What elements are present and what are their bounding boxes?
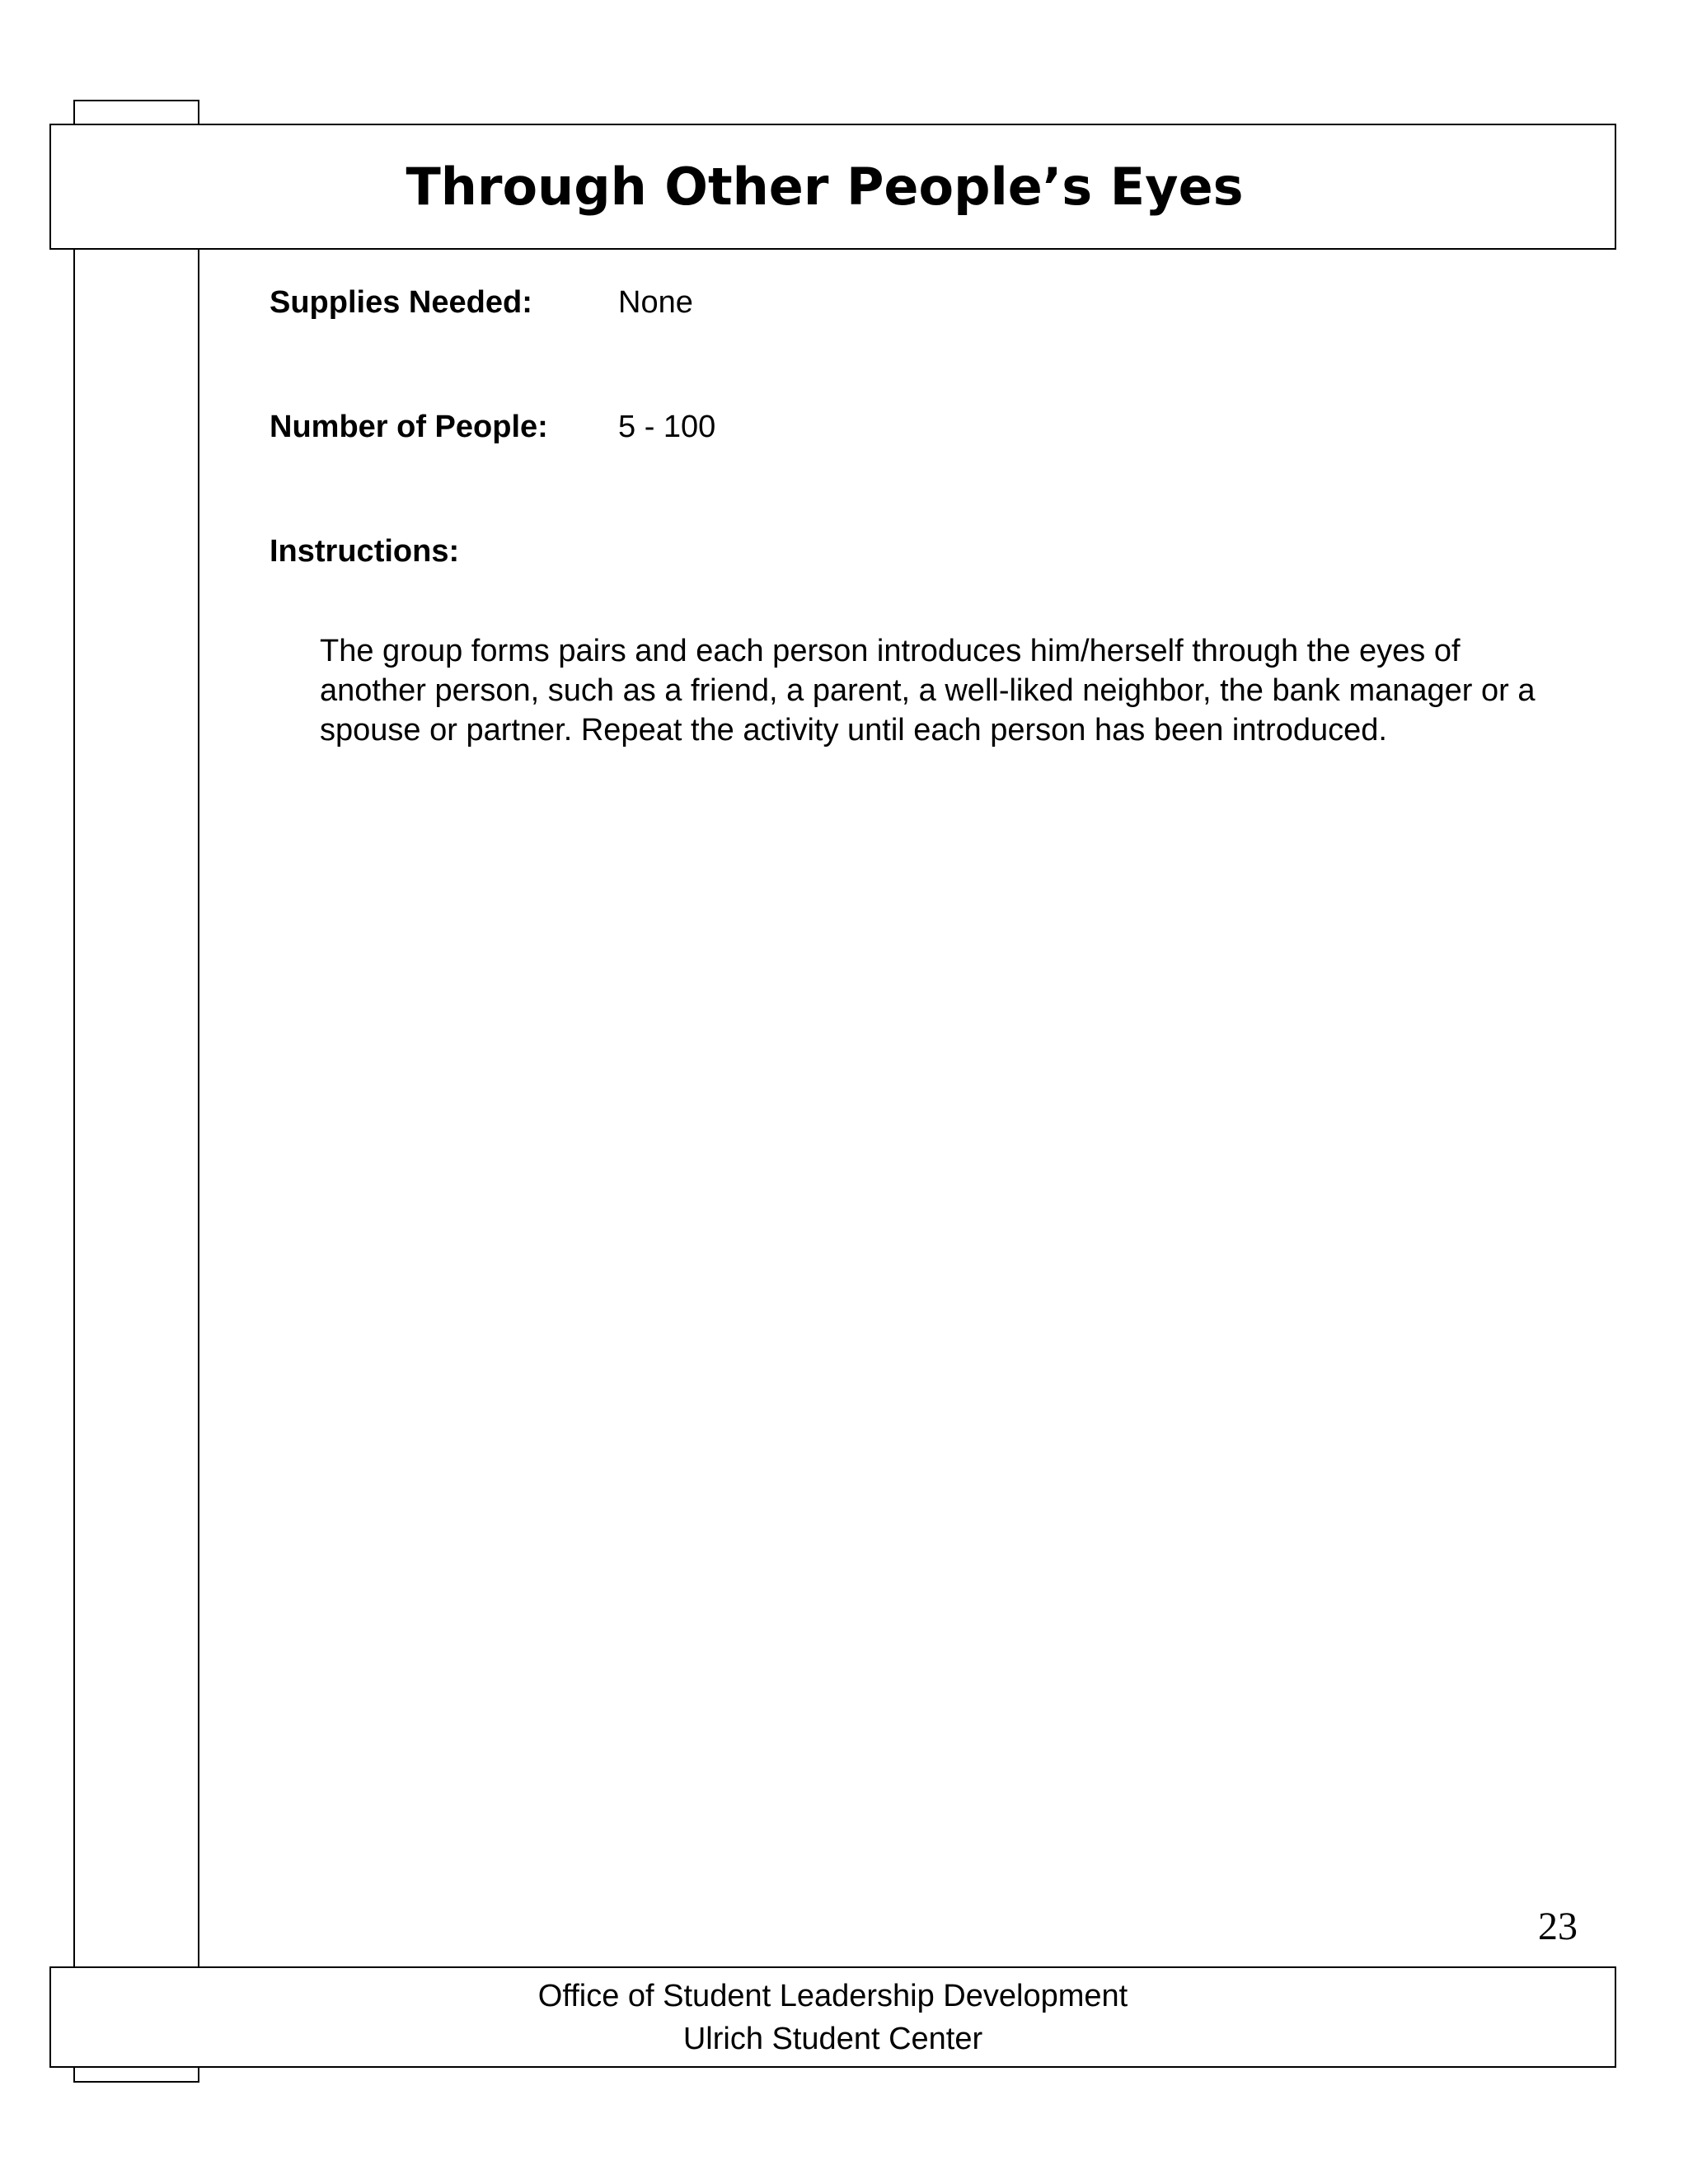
supplies-label: Supplies Needed:	[270, 285, 532, 320]
footer-center-name: Ulrich Student Center	[682, 2021, 983, 2056]
instructions-text: The group forms pairs and each person introduces him/herself through the eyes of another person, such as a friend, a parent, a well-liked neighbor, the bank manager or a spouse or partner. Repeat the activity until each person has been introduced.	[320, 634, 1536, 748]
supplies-value: None	[618, 285, 693, 320]
page-number: 23	[1538, 1905, 1578, 1948]
people-label: Number of People:	[270, 410, 548, 444]
instructions-label: Instructions:	[270, 534, 460, 569]
people-value: 5 - 100	[618, 410, 716, 444]
footer-office-name: Office of Student Leadership Development	[537, 1978, 1128, 2013]
page-title: Through Other People’s Eyes	[406, 157, 1244, 217]
title-banner	[49, 124, 1616, 250]
page-side-bar	[73, 100, 199, 2083]
footer-banner	[49, 1966, 1616, 2068]
